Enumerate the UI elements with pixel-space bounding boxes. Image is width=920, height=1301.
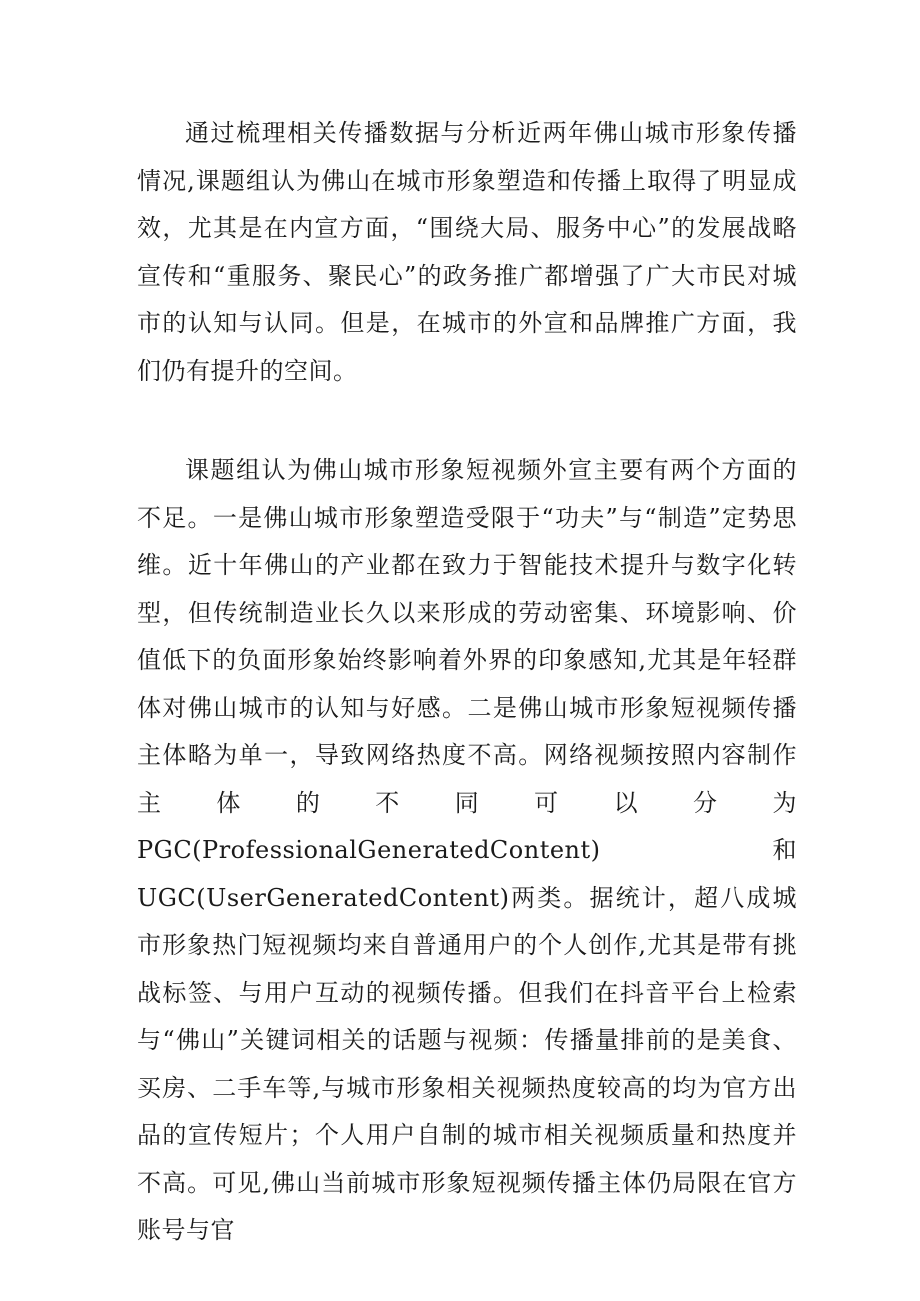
body-paragraph-1: 通过梳理相关传播数据与分析近两年佛山城市形象传播情况,课题组认为佛山在城市形象塑造和传播上取得了明显成效，尤其是在内宣方面，“围绕大局、服务中心”的发展战略宣传和“重服务、聚民心”的政务推广都增强了广大市民对城市的认知与认同。但是，在城市的外宣和品牌推广方面，我们仍有提升的空间。 xyxy=(137,119,797,385)
body-paragraph-2: 课题组认为佛山城市形象短视频外宣主要有两个方面的不足。一是佛山城市形象塑造受限于“功夫”与“制造”定势思维。近十年佛山的产业都在致力于智能技术提升与数字化转型，但传统制造业长久以来形成的劳动密集、环境影响、价值低下的负面形象始终影响着外界的印象感知,尤其是年轻群体对佛山城市的认知与好感。二是佛山城市形象短视频传播主体略为单一，导致网络热度不高。网络视频按照内容制作主体的不同可以分为 PGC(ProfessionalGeneratedContent)和UGC(UserGeneratedContent)两类。据统计，超八成城市形象热门短视频均来自普通用户的个人创作,尤其是带有挑战标签、与用户互动的视频传播。但我们在抖音平台上检索与“佛山”关键词相关的话题与视频：传播量排前的是美食、买房、二手车等,与城市形象相关视频热度较高的均为官方出品的宣传短片；个人用户自制的城市相关视频质量和热度并不高。可见,佛山当前城市形象短视频传播主体仍局限在官方账号与官 xyxy=(137,456,797,1244)
